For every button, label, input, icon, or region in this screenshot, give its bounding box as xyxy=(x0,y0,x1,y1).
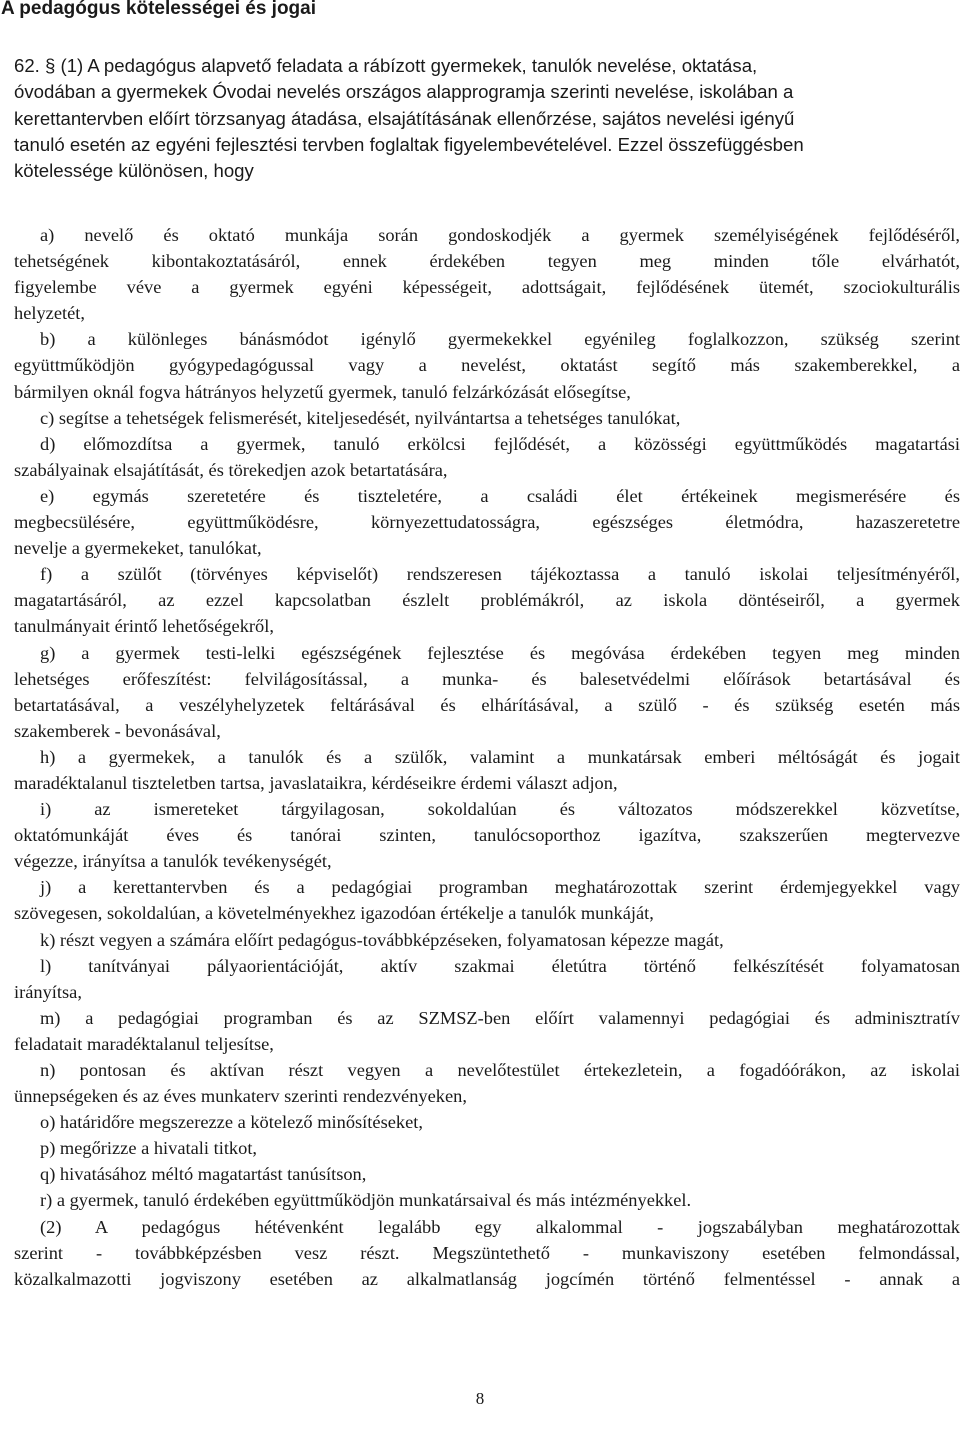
list-item-line: feladatait maradéktalanul teljesítse, xyxy=(14,1033,274,1054)
list-item-start-line: c) segítse a tehetségek felismerését, kiteljesedését, nyilvántartsa a tehetséges tanulókat, xyxy=(40,407,681,428)
list-item-start-line: a) nevelő és oktató munkája során gondoskodjék a gyermek személyiségének fejlődéséről, xyxy=(40,225,960,245)
list-item-line: figyelembe véve a gyermek egyéni képességeit, adottságait, fejlődésének ütemét, szociokulturális xyxy=(14,277,960,298)
list-item-start-line: o) határidőre megszerezze a kötelező minősítéseket, xyxy=(40,1112,423,1133)
page-number: 8 xyxy=(475,1389,485,1408)
list-item-line: szövegesen, sokoldalúan, a követelményekhez igazodóan értékelje a tanulók munkáját, xyxy=(14,903,654,924)
list-item-line: megbecsülésére, együttműködésre, környezettudatosságra, egészséges életmódra, hazaszeretetre xyxy=(14,512,960,533)
list-item-line: végezze, irányítsa a tanulók tevékenységét, xyxy=(14,851,332,872)
intro-line: tanuló esetén az egyéni fejlesztési tervben foglaltak figyelembevételével. Ezzel összefüggésben xyxy=(14,133,804,155)
list-item-start-line: h) a gyermekek, a tanulók és a szülők, valamint a munkatársak emberi méltóságát és jogait xyxy=(40,746,960,767)
intro-paragraph xyxy=(14,53,960,184)
list-item-start-line: k) részt vegyen a számára előírt pedagógus-továbbképzéseken, folyamatosan képezze magát, xyxy=(40,929,724,950)
list-item-line: maradéktalanul tiszteletben tartsa, javaslataikra, kérdéseikre érdemi választ adjon, xyxy=(14,772,618,793)
list-item-line: szabályainak elsajátítását, és törekedjen azok betartatására, xyxy=(14,459,448,480)
intro-line: kötelessége különösen, hogy xyxy=(14,160,254,182)
list-item-line: bármilyen oknál fogva hátrányos helyzetű gyermek, tanuló felzárkózását elősegítse, xyxy=(14,381,631,402)
list-item-line: együttműködjön gyógypedagógussal vagy a nevelést, oktatást segítő más szakemberekkel, a xyxy=(14,355,960,376)
list-item-start-line: g) a gyermek testi-lelki egészségének fejlesztése és megóvása érdekében tegyen meg minden xyxy=(40,642,960,663)
list-item-start-line: e) egymás szeretetére és tiszteletére, a családi élet értékeinek megismerésére és xyxy=(40,485,960,506)
list-item-line: helyzetét, xyxy=(14,303,85,324)
list-item-line: irányítsa, xyxy=(14,981,82,1002)
intro-line: 62. § (1) A pedagógus alapvető feladata a rábízott gyermekek, tanulók nevelése, oktatása, xyxy=(14,55,758,76)
list-item-start-line: q) hivatásához méltó magatartást tanúsítson, xyxy=(40,1164,367,1185)
list-item-line: oktatómunkáját éves és tanórai szinten, tanulócsoporthoz igazítva, szakszerűen megtervezve xyxy=(14,825,960,846)
list-item-line: tehetségének kibontakoztatásáról, ennek érdekében tegyen meg minden tőle elvárhatót, xyxy=(14,251,960,272)
list-item-line: magatartásáról, az ezzel kapcsolatban észlelt problémákról, az iskola döntéseiről, a gyermek xyxy=(14,590,960,611)
list-item-start-line: n) pontosan és aktívan részt vegyen a nevelőtestület értekezletein, a fogadóórákon, az iskolai xyxy=(40,1060,960,1080)
list-item-start-line: p) megőrizze a hivatali titkot, xyxy=(40,1138,258,1159)
list-item-line: nevelje a gyermekeket, tanulókat, xyxy=(14,538,262,559)
list-item-line: szakemberek - bevonásával, xyxy=(14,720,221,741)
list-item-start-line: j) a kerettantervben és a pedagógiai programban meghatározottak szerint érdemjegyekkel vagy xyxy=(40,877,960,898)
list-item-start-line: f) a szülőt (törvényes képviselőt) rendszeresen tájékoztassa a tanuló iskolai teljesítményéről, xyxy=(40,564,960,585)
list-item-start-line: i) az ismereteket tárgyilagosan, sokoldalúan és változatos módszerekkel közvetítse, xyxy=(40,799,960,820)
list-item-line: betartatásával, a veszélyhelyzetek feltárásával és elhárításával, a szülő - és szükség esetén más xyxy=(14,694,960,715)
list-item-line: ünnepségeken és az éves munkaterv szerinti rendezvényeken, xyxy=(14,1086,467,1107)
list-item-line: közalkalmazotti jogviszony esetében az alkalmatlanság jogcímén történő felmentéssel - annak a xyxy=(14,1268,960,1289)
intro-line: kerettantervben előírt törzsanyag átadása, elsajátításának ellenőrzése, sajátos nevelési igényű xyxy=(14,107,795,129)
list-item-line: tanulmányait érintő lehetőségekről, xyxy=(14,616,274,637)
list-item-line: szerint - továbbképzésben vesz részt. Megszüntethető - munkaviszony esetében felmondással, xyxy=(14,1242,960,1263)
intro-line: óvodában a gyermekek Óvodai nevelés országos alapprogramja szerinti nevelése, iskolában a xyxy=(14,81,794,103)
list-item-start-line: d) előmozdítsa a gyermek, tanuló erkölcsi fejlődését, a közösségi együttműködés magatartási xyxy=(40,433,960,454)
list-item-start-line: b) a különleges bánásmódot igénylő gyermekekkel egyénileg foglalkozzon, szükség szerint xyxy=(40,329,960,350)
section-heading: A pedagógus kötelességei és jogai xyxy=(1,0,317,19)
list-item-start-line: r) a gyermek, tanuló érdekében együttműködjön munkatársaival és más intézményekkel. xyxy=(40,1190,692,1211)
list-item-start-line: m) a pedagógiai programban és az SZMSZ-ben előírt valamennyi pedagógiai és adminisztratív xyxy=(40,1007,960,1028)
duties-list xyxy=(14,222,960,1292)
list-item-line: lehetséges erőfeszítést: felvilágosítással, a munka- és balesetvédelmi előírások betartásával és xyxy=(14,668,960,689)
list-item-start-line: (2) A pedagógus hétévenként legalább egy alkalommal - jogszabályban meghatározottak xyxy=(40,1216,960,1237)
list-item-start-line: l) tanítványai pályaorientációját, aktív szakmai életútra történő felkészítését folyamatosan xyxy=(40,955,960,976)
